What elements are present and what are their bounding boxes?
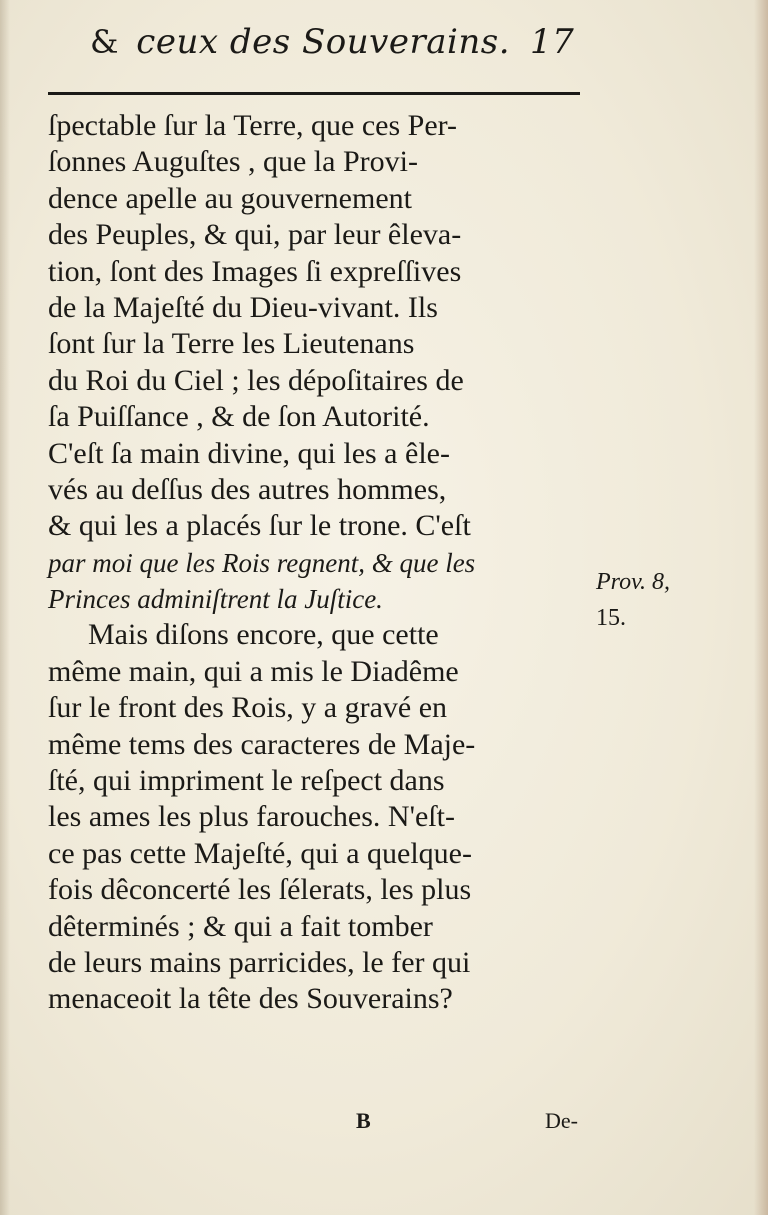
text-line: de la Majeſté du Dieu-vivant. Ils [48, 290, 438, 324]
text-line: les ames les plus farouches. N'eſt- [48, 800, 455, 834]
text-line: ſur le front des Rois, y a gravé en [48, 691, 448, 725]
text-line: ſpectable ſur la Terre, que ces Per- [48, 109, 458, 142]
text-line: tion, ſont des Images ſi expreſſives [48, 254, 462, 288]
header-rule [48, 92, 580, 95]
page-footer [48, 1108, 608, 1144]
text-line: dence apelle au gouvernement [48, 181, 412, 215]
text-line: menaceoit la tête des Souverains? [48, 982, 453, 1016]
running-title: ceux des Souverains. [136, 22, 511, 62]
text-line: C'eſt ſa main divine, qui les a êle- [48, 436, 450, 470]
text-line: même main, qui a mis le Diadême [48, 654, 459, 688]
quotation-line: Princes adminiſtrent la Juſtice. [48, 584, 383, 615]
text-line: de leurs mains parricides, le fer qui [48, 945, 471, 979]
paragraph-start-line: Mais diſons encore, que cette [88, 618, 439, 652]
citation-verse: 15. [596, 605, 626, 631]
page-gutter-shadow [0, 0, 10, 1215]
text-line: du Roi du Ciel ; les dépoſitaires de [48, 363, 464, 397]
signature-mark: B [356, 1108, 371, 1133]
text-line: ſté, qui impriment le reſpect dans [48, 764, 445, 798]
page-edge-shadow [754, 0, 768, 1215]
text-line: même tems des caracteres de Maje- [48, 727, 476, 761]
body-text [48, 108, 608, 1018]
page-number: 17 [530, 22, 575, 62]
text-line: vés au deſſus des autres hommes, [48, 472, 447, 506]
text-line: & qui les a placés ſur le trone. C'eſt [48, 509, 471, 543]
catchword: De- [545, 1108, 578, 1133]
citation-reference: Prov. 8, [596, 569, 670, 595]
marginal-citation [596, 564, 726, 636]
running-header [90, 22, 590, 72]
text-line: dêterminés ; & qui a fait tomber [48, 909, 433, 943]
text-line: ſonnes Auguſtes , que la Provi- [48, 145, 418, 179]
text-line: des Peuples, & qui, par leur êleva- [48, 218, 462, 252]
ampersand-ornament: & [90, 23, 119, 61]
quotation-line: par moi que les Rois regnent, & que les [48, 547, 476, 578]
text-line: ſont ſur la Terre les Lieutenans [48, 327, 415, 361]
text-line: ce pas cette Majeſté, qui a quelque- [48, 836, 472, 870]
text-line: fois dêconcerté les ſélerats, les plus [48, 873, 472, 907]
text-line: ſa Puiſſance , & de ſon Autorité. [48, 400, 430, 434]
